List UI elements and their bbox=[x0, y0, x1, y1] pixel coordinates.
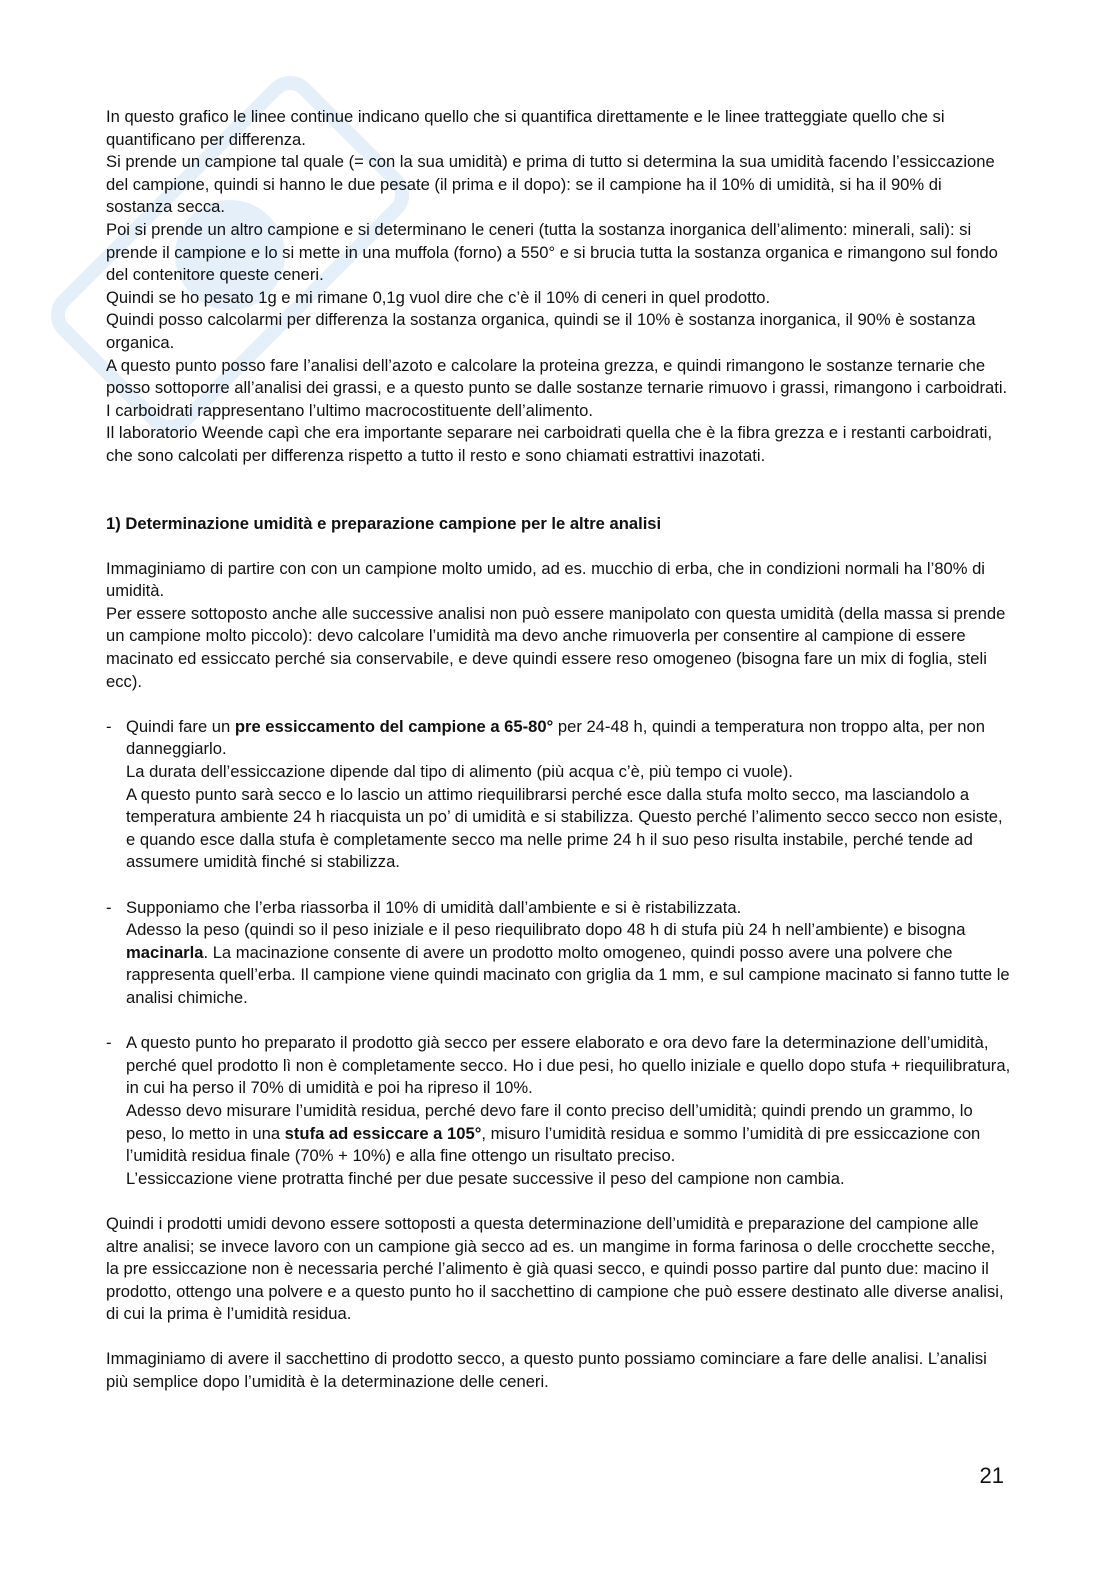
intro-paragraph: Quindi posso calcolarmi per differenza la sostanza organica, quindi se il 10% è sostanza inorganica, il 90% è sostanza organica. bbox=[106, 310, 976, 352]
bullet-text: A questo punto ho preparato il prodotto già secco per essere elaborato e ora devo fare la determinazione dell’umidità, perché quel prodotto lì non è completamente secco. Ho i due pesi, ho quello iniziale e quello dopo stufa + riequilibratura, in cui ha perso il 70% di umidità e poi ha ripreso il 10%. bbox=[126, 1033, 1011, 1098]
intro-paragraph: Si prende un campione tal quale (= con la sua umidità) e prima di tutto si determina la sua umidità facendo l’essiccazione del campione, quindi si hanno le due pesate (il prima e il dopo): se il campione ha il 10% di umidità, si ha il 90% di sostanza secca. bbox=[106, 152, 995, 217]
intro-paragraph: Il laboratorio Weende capì che era importante separare nei carboidrati quella che è la fibra grezza e i restanti carboidrati, che sono calcolati per differenza rispetto a tutto il resto e sono chiamati estrattivi inazotati. bbox=[106, 423, 993, 465]
bullet-text: Adesso devo misurare l’umidità residua, perché devo fare il conto preciso dell’umidità; quindi prendo un grammo, lo peso, lo metto in una stufa ad essiccare a 105°, misuro l’umidità residua e sommo l’umidità di pre essiccazione con l’umidità residua finale (70% + 10%) e alla fine ottengo un risultato preciso. bbox=[126, 1100, 981, 1166]
bullet-item-pre-drying bbox=[106, 716, 1011, 874]
bullet-text: Quindi fare un pre essiccamento del campione a 65-80° per 24-48 h, quindi a temperatura non troppo alta, per non danneggiarlo. bbox=[126, 716, 985, 759]
bullet-text: L’essiccazione viene protratta finché per due pesate successive il peso del campione non cambia. bbox=[126, 1168, 845, 1188]
document-body bbox=[106, 106, 1011, 1394]
intro-paragraph: I carboidrati rappresentano l’ultimo macrocostituente dell’alimento. bbox=[106, 400, 593, 420]
intro-paragraph: Quindi se ho pesato 1g e mi rimane 0,1g vuol dire che c’è il 10% di ceneri in quel prodotto. bbox=[106, 287, 771, 307]
bullet-dash: - bbox=[106, 1033, 112, 1053]
bullet-dash: - bbox=[106, 897, 112, 917]
bullet-dash: - bbox=[106, 716, 112, 736]
bullet-text: Supponiamo che l’erba riassorba il 10% di umidità dall’ambiente e si è ristabilizzata. bbox=[126, 897, 742, 917]
bullet-item-residual-moisture bbox=[106, 1032, 1011, 1190]
page-number: 21 bbox=[979, 1463, 1004, 1488]
closing-paragraph: Quindi i prodotti umidi devono essere sottoposti a questa determinazione dell’umidità e preparazione del campione alle altre analisi; se invece lavoro con un campione già secco ad es. un mangime in forma farinosa o delle crocchette secche, la pre essiccazione non è necessaria perché l’alimento è già quasi secco, e quindi posso partire dal punto due: macino il prodotto, ottengo una polvere e a questo punto ho il sacchettino di campione che può essere destinato alle diverse analisi, di cui la prima è l’umidità residua. bbox=[106, 1213, 1004, 1324]
intro-paragraph: A questo punto posso fare l’analisi dell’azoto e calcolare la proteina grezza, e quindi rimangono le sostanze ternarie che posso sottoporre all’analisi dei grassi, e a questo punto se dalle sostanze ternarie rimuovo i grassi, rimangono i carboidrati. bbox=[106, 355, 1008, 398]
bullet-text: A questo punto sarà secco e lo lascio un attimo riequilibrarsi perché esce dalla stufa molto secco, ma lasciandolo a temperatura ambiente 24 h riacquista un po’ di umidità e si stabilizza. Questo perché l’alimento secco secco non esiste, e quando esce dalla stufa è completamente secco ma nelle prime 24 h il suo peso risulta instabile, perché tende ad assumere umidità finché si stabilizza. bbox=[126, 784, 1003, 872]
intro-paragraph: In questo grafico le linee continue indicano quello che si quantifica direttamente e le linee tratteggiate quello che si quantificano per differenza. bbox=[106, 107, 945, 149]
section-title: 1) Determinazione umidità e preparazione campione per le altre analisi bbox=[106, 513, 662, 533]
section-intro-paragraph: Per essere sottoposto anche alle successive analisi non può essere manipolato con questa umidità (della massa si prende un campione molto piccolo): devo calcolare l’umidità ma devo anche rimuoverla per consentire al campione di essere macinato ed essiccato perché sia conservabile, e deve quindi essere reso omogeneo (bisogna fare un mix di foglia, steli ecc). bbox=[106, 603, 1006, 691]
bullet-text: La durata dell’essiccazione dipende dal tipo di alimento (più acqua c’è, più tempo ci vuole). bbox=[126, 762, 793, 782]
intro-paragraph: Poi si prende un altro campione e si determinano le ceneri (tutta la sostanza inorganica dell’alimento: minerali, sali): si prende il campione e lo si mette in una muffola (forno) a 550° e si brucia tutta la sostanza organica e rimangono sul fondo del contenitore queste ceneri. bbox=[106, 219, 998, 285]
section-intro-paragraph: Immaginiamo di partire con con un campione molto umido, ad es. mucchio di erba, che in condizioni normali ha l’80% di umidità. bbox=[106, 558, 985, 601]
closing-paragraph: Immaginiamo di avere il sacchettino di prodotto secco, a questo punto possiamo cominciare a fare delle analisi. L’analisi più semplice dopo l’umidità è la determinazione delle ceneri. bbox=[106, 1349, 987, 1392]
bullet-text: Adesso la peso (quindi so il peso iniziale e il peso riequilibrato dopo 48 h di stufa più 24 h nell’ambiente) e bisogna macinarla. La macinazione consente di avere un prodotto molto omogeneo, quindi posso avere una polvere che rappresenta quell’erba. Il campione viene quindi macinato con griglia da 1 mm, e sul campione macinato si fanno tutte le analisi chimiche. bbox=[126, 920, 1010, 1007]
bullet-item-grinding bbox=[106, 897, 1011, 1010]
